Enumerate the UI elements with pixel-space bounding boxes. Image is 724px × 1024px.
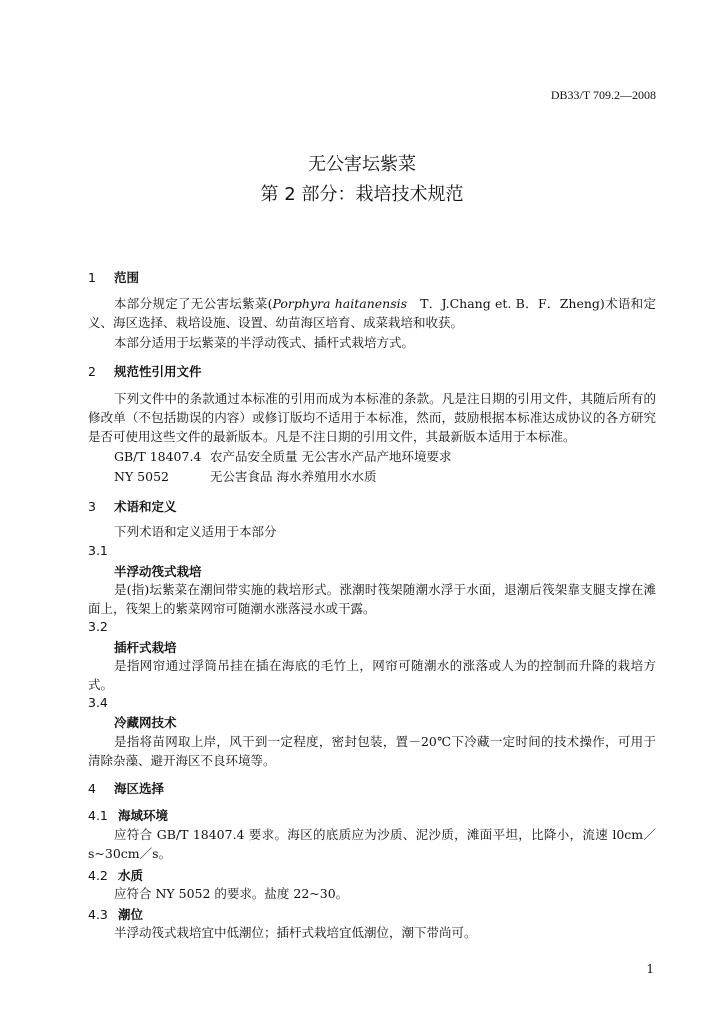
subsection-text: 半浮动筏式栽培宜中低潮位；插杆式栽培宜低潮位，潮下带尚可。 <box>114 925 477 940</box>
section-2-heading <box>88 362 202 380</box>
term-definition: 是(指)坛紫菜在潮间带实施的栽培形式。涨潮时筏架随潮水浮于水面，退潮后筏架靠支腿支撑在滩面上，筏架上的紫菜网帘可随潮水涨落浸水或干露。 <box>88 582 656 616</box>
subsection-heading <box>88 806 168 824</box>
reference-code: NY 5052 <box>114 469 169 484</box>
reference-item <box>114 467 376 485</box>
term-number: 3.2 <box>88 619 108 634</box>
document-subtitle: 第 2 部分：栽培技术规范 <box>260 184 464 205</box>
term-number: 3.1 <box>88 543 108 558</box>
standard-code: DB33/T 709.2—2008 <box>550 88 656 102</box>
term-definition: 是指将苗网取上岸，风干到一定程度，密封包装，置－20℃下冷藏一定时间的技术操作，可用于清除杂藻、避开海区不良环境等。 <box>88 734 656 768</box>
section-number: 1 <box>88 270 96 285</box>
subsection-heading <box>88 905 143 923</box>
subsection-text: 应符合 NY 5052 的要求。盐度 22~30。 <box>114 886 349 901</box>
document-title: 无公害坛紫菜 <box>308 154 416 175</box>
term-definition: 是指网帘通过浮筒吊挂在插在海底的毛竹上，网帘可随潮水的涨落或人为的控制而升降的栽培方式。 <box>88 658 656 692</box>
section-1-paragraph-2: 本部分适用于坛紫菜的半浮动筏式、插杆式栽培方式。 <box>114 335 415 350</box>
section-title: 术语和定义 <box>114 499 177 514</box>
page-number: 1 <box>646 962 654 976</box>
section-4-heading <box>88 779 164 797</box>
reference-title: 无公害食品 海水养殖用水水质 <box>210 469 377 484</box>
subsection-heading <box>88 866 143 884</box>
section-number: 2 <box>88 364 96 379</box>
text-span: T．J.Chang et. B．F．Zheng)术语和定义、海区选择、栽培设施、设置、幼苗海区培育、成菜栽培和收获。 <box>88 296 656 330</box>
subsection-number: 4.3 <box>88 907 108 922</box>
section-3-intro: 下列术语和定义适用于本部分 <box>114 524 277 539</box>
subsection-title: 海域环境 <box>118 808 169 823</box>
term-name: 插杆式栽培 <box>114 640 177 655</box>
term-name: 冷藏网技术 <box>114 715 177 730</box>
subsection-title: 潮位 <box>118 907 144 922</box>
term-name: 半浮动筏式栽培 <box>114 564 202 579</box>
section-title: 海区选择 <box>114 781 165 796</box>
section-title: 规范性引用文件 <box>114 364 202 379</box>
reference-item <box>114 447 451 465</box>
latin-name: Porphyra haitanensis <box>272 296 408 311</box>
section-1-heading <box>88 268 139 286</box>
subsection-number: 4.2 <box>88 868 108 883</box>
subsection-text: 应符合 GB/T 18407.4 要求。海区的底质应为沙质、泥沙质，滩面平坦，比降小，流速 l0cm／s~30cm／s。 <box>88 827 656 861</box>
section-number: 3 <box>88 499 96 514</box>
text-span: 本部分规定了无公害坛紫菜( <box>114 296 273 311</box>
term-number: 3.4 <box>88 695 108 710</box>
section-2-paragraph: 下列文件中的条款通过本标准的引用而成为本标准的条款。凡是注日期的引用文件，其随后所有的修改单（不包括勘误的内容）或修订版均不适用于本标准，然而，鼓励根据本标准达成协议的各方研究是否可使用这些文件的最新版本。凡是不注日期的引用文件，其最新版本适用于本标准。 <box>88 391 656 444</box>
reference-code: GB/T 18407.4 <box>114 449 202 464</box>
section-1-paragraph-1 <box>88 294 656 332</box>
section-3-heading <box>88 497 177 515</box>
section-number: 4 <box>88 781 96 796</box>
reference-title: 农产品安全质量 无公害水产品产地环境要求 <box>210 449 452 464</box>
subsection-title: 水质 <box>118 868 144 883</box>
section-title: 范围 <box>114 270 140 285</box>
subsection-number: 4.1 <box>88 808 108 823</box>
